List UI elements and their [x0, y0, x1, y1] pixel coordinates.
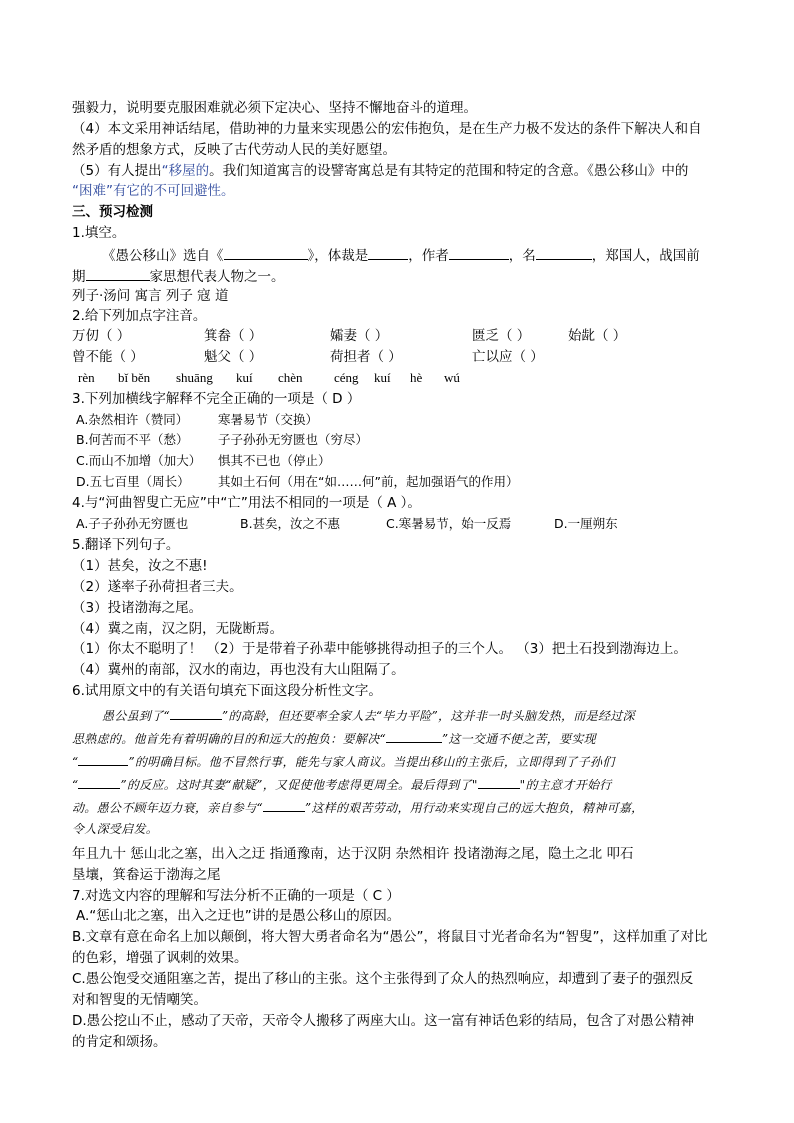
q6-blank-1[interactable] — [170, 704, 222, 720]
q2-item-6: 曾不能（ ） — [72, 349, 144, 365]
q6-blank-2[interactable] — [386, 727, 442, 743]
intro-line-3: 然矛盾的想象方式，反映了古代劳动人民的美好愿望。 — [72, 142, 396, 158]
q1-text-2: 》，体裁是 — [307, 248, 369, 264]
q7-title: 7.对选文内容的理解和写法分析不正确的一项是（ C ） — [72, 888, 400, 904]
intro-line-4-b: “移屋的 — [161, 163, 210, 179]
q6-text-3a: “ — [72, 755, 79, 769]
q6-text-4a: “ — [72, 778, 79, 792]
q3-option-c-2: 惧其不已也（停止） — [218, 453, 331, 468]
intro-line-2: （4）本文采用神话结尾，借助神的力量来实现愚公的宏伟抱负，是在生产力极不发达的条件下解决人和自 — [72, 121, 702, 137]
q7-option-b-cont: 的色彩，增强了讽刺的效果。 — [72, 950, 248, 966]
q7-option-b: B.文章有意在命名上加以颠倒，将大智大勇者命名为“愚公”，将鼠目寸光者命名为“智叟”，这样加重了对比 — [72, 929, 708, 945]
q6-text-1a: 愚公虽到了“ — [102, 709, 170, 723]
q6-blank-5[interactable] — [478, 773, 520, 789]
intro-line-4 — [72, 161, 688, 181]
q1-text-5: ，郑国人，战国前 — [591, 248, 700, 264]
q6-text-4b: ”的反应。这时其妻“献疑”，又促使他考虑得更周全。最后得到了" — [120, 778, 478, 792]
q6-text-2b: ”这一交通不便之苦，要实现 — [441, 732, 596, 746]
q4-option-d: D.一厘朔东 — [554, 516, 618, 531]
q6-blank-4[interactable] — [78, 773, 120, 789]
q6-blank-6[interactable] — [263, 796, 305, 812]
intro-line-5: “困难”有它的不可回避性。 — [72, 183, 235, 199]
q4-title: 4.与“河曲智叟亡无应”中“亡”用法不相同的一项是（ A ）。 — [72, 495, 421, 511]
q1-text-7: 家思想代表人物之一。 — [149, 269, 285, 285]
q5-sentence-1: （1）甚矣，汝之不惠! — [72, 558, 208, 574]
q7-option-c: C.愚公饱受交通阻塞之苦，提出了移山的主张。这个主张得到了众人的热烈响应，却遭到了妻子的强烈反 — [72, 971, 694, 987]
q5-answer-1: （1）你太不聪明了！ （2）于是带着子孙辈中能够挑得动担子的三个人。 （3）把土石投到渤海边上。 — [72, 641, 687, 657]
q6-blank-3[interactable] — [78, 750, 128, 766]
q2-pinyin-8: hè — [410, 370, 423, 385]
q1-title: 1.填空。 — [72, 225, 126, 241]
intro-line-4-c: 。我们知道寓言的设譬寄寓总是有其特定的范围和特定的含意。《愚公移山》中的 — [209, 163, 689, 179]
q2-pinyin-5: chèn — [278, 370, 303, 385]
q6-text-4c: "的主意才开始行 — [519, 778, 612, 792]
q2-item-9: 亡以应（ ） — [472, 349, 544, 365]
q3-option-a-2: 寒暑易节（交换） — [218, 412, 319, 427]
q6-text-3b: ”的明确目标。他不冒然行事，能先与家人商议。当提出移山的主张后，立即得到了子孙们 — [128, 755, 615, 769]
q1-answer: 列子·汤问 寓言 列子 寇 道 — [72, 288, 229, 304]
q6-text-1b: ”的高龄，但还要率全家人去“毕力平险”，这并非一时头脑发热，而是经过深 — [221, 709, 635, 723]
q2-item-3: 孀妻（ ） — [330, 328, 389, 344]
q5-sentence-4: （4）冀之南，汉之阴，无陇断焉。 — [72, 621, 284, 637]
q2-item-8: 荷担者（ ） — [330, 349, 402, 365]
q2-item-4: 匮乏（ ） — [472, 328, 531, 344]
q3-option-c: C.而山不加增（加大） — [76, 453, 202, 468]
q2-pinyin-2: bǐ běn — [118, 370, 151, 385]
section-title: 三、预习检测 — [72, 204, 153, 220]
q4-option-c: C.寒暑易节，始一反焉 — [386, 516, 512, 531]
intro-line-4-a: （5）有人提出 — [72, 163, 162, 179]
q2-pinyin-4: kuí — [236, 370, 253, 385]
q1-text-1: 《愚公移山》选自《 — [102, 248, 224, 264]
q7-option-c-cont: 对和智叟的无情嘲笑。 — [72, 992, 207, 1008]
q2-item-1: 万仞（ ） — [72, 328, 131, 344]
q3-option-b-2: 子子孙孙无穷匮也（穷尽） — [218, 432, 369, 447]
q4-option-a: A.子子孙孙无穷匮也 — [76, 516, 189, 531]
q2-pinyin-6: céng — [334, 370, 359, 385]
q5-title: 5.翻译下列句子。 — [72, 537, 180, 553]
q6-para-line-5 — [72, 796, 643, 818]
q6-text-5a: 动。愚公不顾年迈力衰，亲自参与“ — [72, 801, 263, 815]
q4-option-b: B.甚矣，汝之不惠 — [240, 516, 341, 531]
q5-answer-2: （4）冀州的南部，汉水的南边，再也没有大山阻隔了。 — [72, 662, 405, 678]
q5-sentence-3: （3）投诸渤海之尾。 — [72, 600, 203, 616]
q1-text-3: ，作者 — [408, 248, 449, 264]
q6-para-line-4 — [72, 773, 612, 795]
q1-blank-school[interactable] — [86, 265, 150, 281]
q1-blank-source[interactable] — [224, 244, 308, 260]
q2-pinyin-3: shuāng — [176, 370, 213, 385]
q1-line-2 — [72, 265, 285, 287]
q1-text-6: 期 — [72, 269, 86, 285]
q7-option-d-cont: 的肯定和颂扬。 — [72, 1034, 167, 1050]
q2-item-5: 始龀（ ） — [568, 328, 627, 344]
q2-title: 2.给下列加点字注音。 — [72, 308, 207, 324]
q3-option-a: A.杂然相许（赞同） — [76, 412, 189, 427]
q6-para-line-3 — [72, 750, 615, 772]
q6-text-2a: 思熟虑的。他首先有着明确的目的和远大的抱负：要解决“ — [72, 732, 386, 746]
q5-sentence-2: （2）遂率子孙荷担者三夫。 — [72, 579, 243, 595]
q1-blank-name[interactable] — [536, 244, 592, 260]
q1-blank-genre[interactable] — [368, 244, 408, 260]
q6-para-line-6: 令人深受启发。 — [72, 822, 159, 836]
q6-para-line-1 — [102, 704, 635, 726]
q6-answer-1: 年且九十 惩山北之塞，出入之迂 指通豫南，达于汉阴 杂然相许 投诸渤海之尾，隐土之北 叩石 — [72, 846, 634, 862]
q2-pinyin-7: kuí — [374, 370, 391, 385]
q7-option-a: A.“惩山北之塞，出入之迂也”讲的是愚公移山的原因。 — [76, 908, 401, 924]
q1-text-4: ，名 — [508, 248, 536, 264]
q1-blank-author[interactable] — [449, 244, 509, 260]
q2-item-2: 箕畚（ ） — [204, 328, 263, 344]
q3-title: 3.下列加横线字解释不完全正确的一项是（ D ） — [72, 391, 361, 407]
q2-pinyin-1: rèn — [78, 370, 95, 385]
q3-option-d: D.五七百里（周长） — [76, 474, 190, 489]
q6-answer-2: 垦壤，箕畚运于渤海之尾 — [72, 867, 221, 883]
q2-pinyin-9: wú — [444, 370, 460, 385]
q6-title: 6.试用原文中的有关语句填充下面这段分析性文字。 — [72, 683, 382, 699]
q3-option-d-2: 其如土石何（用在“如……何”前，起加强语气的作用） — [218, 474, 519, 489]
q3-option-b: B.何苦而不平（愁） — [76, 432, 189, 447]
intro-line-1: 强毅力，说明要克服困难就必须下定决心、坚持不懈地奋斗的道理。 — [72, 100, 477, 116]
q2-item-7: 魁父（ ） — [204, 349, 263, 365]
q7-option-d: D.愚公挖山不止，感动了天帝，天帝令人搬移了两座大山。这一富有神话色彩的结局，包含了对愚公精神 — [72, 1013, 695, 1029]
q6-para-line-2 — [72, 727, 596, 749]
q6-text-5b: ”这样的艰苦劳动，用行动来实现自己的远大抱负，精神可嘉， — [304, 801, 644, 815]
q1-line-1 — [102, 244, 700, 266]
